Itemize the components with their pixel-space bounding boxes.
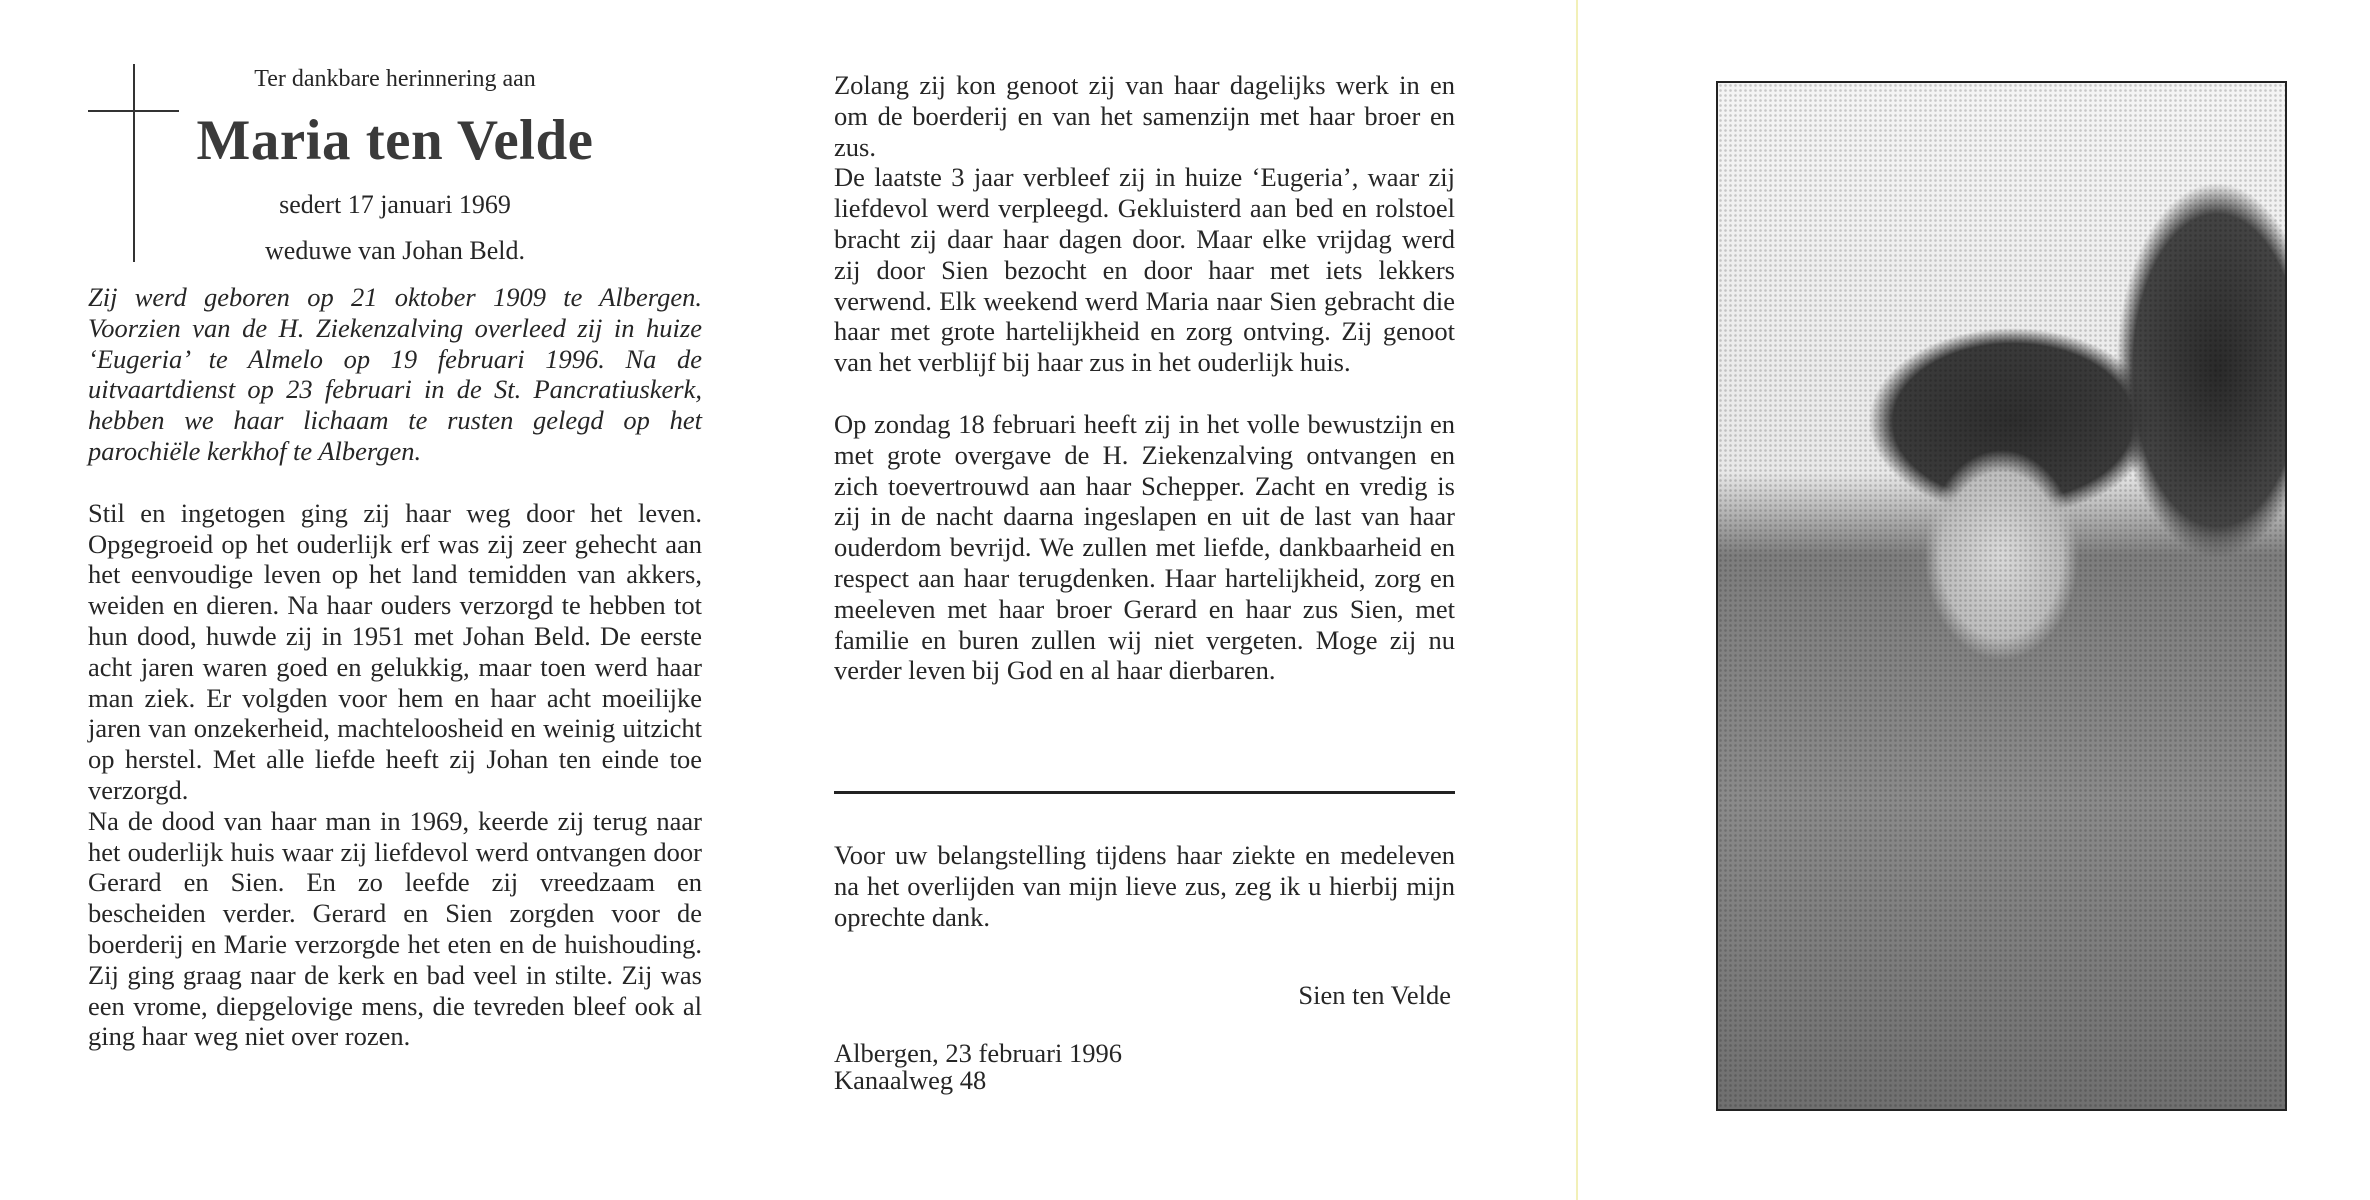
place-date: Albergen, 23 februari 1996 — [834, 1038, 1122, 1068]
middle-paragraph-3: Op zondag 18 februari heeft zij in het volle bewustzijn en met grote overgave de H. Ziekenzalving ontvangen en zich toevertrouwd aan haar Schepper. Zacht en vredig is zij in de nacht daarna ingeslapen en uit de last van haar ouderdom bevrijd. We zullen met liefde, dankbaarheid en respect aan haar terugdenken. Haar hartelijkheid, zorg en meeleven met haar broer Gerard en haar zus Sien, met familie en buren zullen wij niet vergeten. Moge zij nu verder leven bij God en al haar dierbaren. — [834, 408, 1455, 686]
widow-of: weduwe van Johan Beld. — [265, 236, 525, 265]
middle-column — [834, 70, 1455, 686]
deceased-name: Maria ten Velde — [196, 109, 594, 172]
portrait-photo — [1716, 81, 2287, 1111]
thanks-text: Voor uw belangstelling tijdens haar ziekte en medeleven na het overlijden van mijn lieve zus, zeg ik u hierbij mijn oprechte dank. — [834, 840, 1455, 932]
cross-icon-bar — [88, 110, 179, 112]
signature: Sien ten Velde — [1298, 980, 1451, 1010]
biography-paragraph-1: Stil en ingetogen ging zij haar weg door het leven. Opgegroeid op het ouderlijk erf was zij zeer gehecht aan het eenvoudige leven op het land temidden van akkers, weiden en dieren. Na haar ouders verzorgd te hebben tot hun dood, huwde zij in 1951 met Johan Beld. De eerste acht jaren waren goed en gelukkig, maar toen werd haar man ziek. Er volgden voor hem en haar acht moeilijke jaren van onzekerheid, machteloosheid en weinig uitzicht op herstel. Met alle liefde heeft zij Johan ten einde toe verzorgd. — [88, 497, 702, 805]
left-column — [88, 282, 702, 1052]
address: Kanaalweg 48 — [834, 1065, 987, 1095]
biography-paragraph-2: Na de dood van haar man in 1969, keerde zij terug naar het ouderlijk huis waar zij liefdevol werd ontvangen door Gerard en Sien. En zo leefde zij vreedzaam en bescheiden verder. Gerard en Sien zorgden voor de boerderij en Marie verzorgde het eten en de huishouding. Zij ging graag naar de kerk en bad veel in stilte. Zij was een vrome, diepgelovige mens, die tevreden bleef ook al ging haar weg niet over rozen. — [88, 805, 702, 1052]
biography-italic: Zij werd geboren op 21 oktober 1909 te Albergen. Voorzien van de H. Ziekenzalving overleed zij in huize ‘Eugeria’ te Almelo op 19 februari 1996. Na de uitvaartdienst op 23 februari in de St. Pancratiuskerk, hebben we haar lichaam te rusten gelegd op het parochiële kerkhof te Albergen. — [88, 282, 702, 466]
widowed-since: sedert 17 januari 1969 — [279, 190, 511, 219]
place-and-address — [834, 1040, 1122, 1094]
fold-line — [1576, 0, 1578, 1200]
header-intro: Ter dankbare herinnering aan — [254, 66, 536, 92]
divider-line — [834, 791, 1455, 794]
cross-icon — [133, 64, 135, 262]
middle-paragraph-2: De laatste 3 jaar verbleef zij in huize ‘Eugeria’, waar zij liefdevol werd verpleegd. Gekluisterd aan bed en rolstoel bracht zij daar haar dagen door. Maar elke vrijdag werd zij door Sien bezocht en door haar met iets lekkers verwend. Elk weekend werd Maria naar Sien gebracht die haar met grote hartelijkheid en zorg ontving. Zij genoot van het verblijf bij haar zus in het ouderlijk huis. — [834, 162, 1455, 378]
middle-paragraph-1: Zolang zij kon genoot zij van haar dagelijks werk in en om de boerderij en van het samenzijn met haar broer en zus. — [834, 70, 1455, 162]
